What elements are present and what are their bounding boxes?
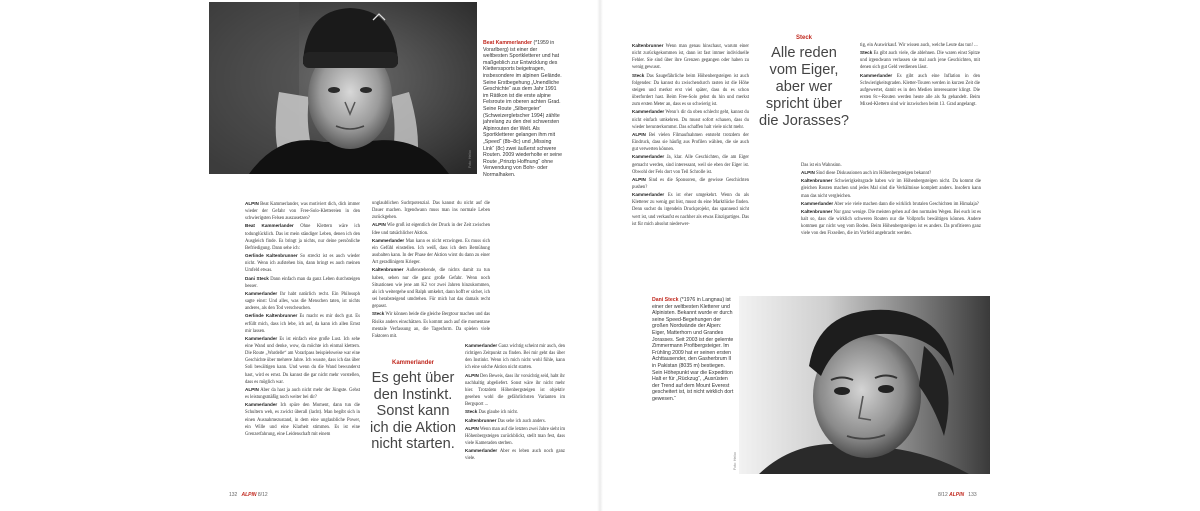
pull-quote-line: spricht über: [765, 96, 843, 112]
paragraph-text: Ihr habt natürlich recht. Ein Philosoph sagte einst: Und alles, was die Menschen taten, ist nichts anderes, als den Tod verscheuchen.: [245, 291, 360, 312]
paragraph-text: Aber es leben auch noch ganz viele.: [465, 449, 565, 462]
interview-paragraph: [245, 200, 360, 222]
interview-paragraph: [860, 72, 980, 109]
speaker-name: Kammerlander: [632, 109, 665, 115]
pull-quote-line: vom Eiger,: [769, 62, 839, 78]
paragraph-text: Es macht es mir doch gut. Es erfüllt mich, dass ich lebe, ich auf, da kann ich allen Ernst mir lassen.: [245, 314, 360, 334]
bio-name-right: Dani Steck: [652, 297, 679, 303]
interview-paragraph: [465, 447, 565, 462]
paragraph-text: Aber wie viele machen dann die wirklich brutalen Geschichten im Himalaja?: [833, 201, 979, 207]
speaker-name: Gerlinde Kaltenbrunner: [245, 313, 298, 319]
paragraph-text: Nur ganz wenige. Die meisten gehen auf den normalen Wegen. Bei euch ist es halt so, dass die wirklich schweren Routen nur die Vollprofis bewältigen können. Andere kommen gar nicht weg vom Boden. Beim Höhenbergsteigen ist es anders. Da profitieren ganz viele von den Fixseilen, die im Vorfeld angebracht werden.: [801, 209, 981, 237]
interview-paragraph: [632, 108, 749, 130]
speaker-name: ALPIN: [372, 222, 386, 228]
issue-left: 8/12: [257, 492, 268, 498]
issue-right: 8/12: [938, 492, 948, 498]
paragraph-text: Das sehe ich auch anders.: [496, 418, 546, 424]
interview-paragraph: [465, 425, 565, 447]
interview-paragraph: [372, 221, 490, 236]
interview-paragraph: [801, 200, 981, 208]
paragraph-text: Ohne Klettern wäre ich todunglücklich. Das ist mein ständiger Leben, denen ich den Ausgleich finde. Es bringt ja nichts, nur deine persönliche Befriedigung. Dann sehe ich:: [245, 224, 360, 251]
speaker-name: Kammerlander: [245, 290, 278, 296]
speaker-name: ALPIN: [245, 386, 259, 392]
pull-quote-line: Sonst kann: [376, 403, 450, 419]
paragraph-text: Wir können beide die gleiche Bergtour machen und das Risiko anders einschätzen. Es kommt auch auf die momentane mentale Verfassung an, die Tagesform. Da spielen viele Faktoren mit.: [372, 312, 490, 339]
speaker-name: Kaltenbrunner: [801, 178, 833, 184]
interview-paragraph: [372, 266, 490, 310]
interview-paragraph: [245, 222, 360, 252]
paragraph-text: Ich spüre den Moment, dann tun die Schultern weh, es zwickt überall (lacht). Man begibt sich in einen Ausnahmezustand, in dem eine unglaubliche Power, ein Wille und eine Klarheit stimmen. Es ist eine Grenzerfahrung, eine Leidenschaft mit einem: [245, 403, 360, 437]
pull-quote-text-right: [751, 45, 857, 130]
steck-bio: [652, 297, 734, 417]
brand-logo-right: ALPIN: [949, 492, 965, 498]
bio-text-right: (*1976 in Langnau) ist einer der weltbesten Kletterer und Alpinisten. Bekannt wurde er durch seine Speed-Begehungen der großen Nordwände der Alpen: Eiger, Matterhorn und Grandes Jorasses. Seit 2003 ist der gelernte Zimmermann Profibergsteiger. Im Frühling 2009 hat er seinen ersten Achttausender, den Gasherbrum II in Pakistan (8035 m) bestiegen. Sein Höhepunkt war die Expedition Halt er für „Rückzug“, „Ausrüsten der Trend auf dem Mount Everest gescheitert ist, ist nicht wirklich dort gewesen.“: [652, 297, 734, 402]
paragraph-text: So streckt ist es auch wieder nicht. Wenn ich aufstehen bin, dann bringt es auch meinen Umfeld etwas.: [245, 254, 360, 274]
speaker-name: Kammerlander: [245, 335, 278, 341]
bio-name: Beat Kammerlander: [483, 40, 533, 46]
speaker-name: Steck: [372, 311, 385, 317]
paragraph-text: Das glaube ich nicht.: [477, 410, 519, 416]
paragraph-text: Es ist eher umgekehrt. Wenn du als Kletterer zu wenig gut bist, musst du eine Marktlücke finden. Denn suchst du irgendein Druckprojekt, das spannend nicht wert ist, und verkaufst es nachher als etwas Einzigartiges. Das ist für mich absolut niederwer-: [632, 193, 749, 227]
paragraph-text: Es gibt auch eine Inflation in den Schwierigkeitsgraden. Kletter-Touren werden in kurzen Zeit die aufgewertet, damit es in den Medien interessanter klingt. Die ersten 8c+-Routen werden heute alle als 9a gehandelt. Beim Mixed-Klettern sind wir inzwischen beim 13. Grad angelangt.: [860, 73, 980, 108]
interview-paragraph: [245, 290, 360, 312]
interview-paragraph: [860, 49, 980, 71]
interview-paragraph: [372, 200, 490, 221]
speaker-name: Kaltenbrunner: [465, 417, 497, 423]
bio-text: (*1959 in Vorarlberg) ist einer der weltbesten Sportkletterer und hat maßgeblich zur Entwicklung des Kletterssports beigetragen, insbesondere im alpinen Gelände. Seine Erstbegehung „Unendliche Geschichte“ aus dem Jahr 1991 im Rätikon ist die erste alpine Felsroute im oberen achten Grad. Seine Route „Silbergeier“ (Schweizergletscher 1994) zählte jahrelang zu den drei schwersten Alpinrouten der Welt. Als Sportkletterer gelangen ihm mit „Speed“ (8b–8c) und „Missing Link“ (8c) zwei äußerst schwere Routen. 2009 wiederholte er seine Route „Prinzip Hoffnung“ ohne Verwendung von Bohr- oder Normalhaken.: [483, 40, 563, 178]
speaker-name: Gerlinde Kaltenbrunner: [245, 253, 298, 259]
paragraph-text: Wie groß ist eigentlich der Druck in der Zeit zwischen Idee und tatsächlicher Aktion.: [372, 223, 490, 236]
paragraph-text: Den Beweis, dass ihr vorsichtig seid, habt ihr nachhaltig abgeliefert. Sonst wäre ihr nicht mehr hier. Trotzdem Höhenbergsteigen ist objektiv gesehen wohl die gefährlichsten Varianten im Bergsport ...: [465, 373, 565, 408]
speaker-name: ALPIN: [465, 425, 479, 431]
interview-paragraph: [632, 191, 749, 228]
paragraph-text: Es gibt auch viele, die ablehnen. Die waren einst Spitze und irgendwann verlassen sie mal auch jene Geschichten, mit denen sich gut Geld verdienen lässt.: [860, 51, 980, 71]
interview-paragraph: [801, 169, 981, 177]
speaker-name: Kaltenbrunner: [632, 43, 664, 48]
pull-quote-line: die Jorasses?: [758, 113, 850, 129]
speaker-name: Dani Steck: [245, 275, 269, 281]
paragraph-text: Sind es die Sponsoren, die gewisse Geschichten pushen?: [632, 177, 749, 190]
paragraph-text: Das Saugefährliche beim Höhenbergsteigen ist auch folgendes: Da kannst du zwischendurch rasten ist die Höhe steigen und merkst erst viel später, dass du es schon überfordert hast. Beim Free-Solo gehst du hin und merkst zum ersten Meter an, dass es so schwierig ist.: [632, 73, 749, 108]
speaker-name: ALPIN: [245, 201, 259, 206]
interview-column-right-3: [801, 162, 981, 272]
speaker-name: Steck: [465, 409, 478, 415]
interview-paragraph: [801, 162, 981, 169]
interview-paragraph: [632, 42, 749, 72]
interview-paragraph: [465, 417, 565, 425]
interview-paragraph: [632, 131, 749, 153]
interview-column-2b: [465, 342, 565, 487]
left-page: [205, 0, 595, 511]
interview-paragraph: [372, 237, 490, 267]
kammerlander-photo: [209, 2, 477, 174]
paragraph-text: Wenn’s dir da oben schlecht geht, kannst du nicht einfach umkehren. Du musst sofort schauen, dass du wieder herunterkommst. Das schaffen halt viele nicht mehr.: [632, 110, 749, 130]
steck-photo: [739, 296, 990, 474]
brand-logo-left: ALPIN: [241, 492, 257, 498]
interview-column-1: [245, 200, 360, 485]
pull-quote-line: Es geht über: [371, 370, 455, 386]
portrait-image-right: [739, 296, 990, 474]
page-gutter: [597, 0, 603, 511]
speaker-name: Kammerlander: [632, 192, 665, 198]
interview-paragraph: [632, 176, 749, 191]
speaker-name: ALPIN: [632, 176, 646, 182]
interview-column-right-2: [860, 42, 980, 160]
paragraph-text: Außenstehende, die nichts damit zu tun haben, sehen nur die ganz große Gefahr. Wenn noch Situationen wie jene am K2 vor zwei Jahren hinzukommen, als ich weitergehe und Ralph umkehrt, dann hofft er sicher, ich sei herabsteigend umdrehen. Für mich hat das damals recht gepasst.: [372, 268, 490, 310]
interview-column-2: [372, 200, 490, 339]
photo-credit-left: Foto: Heiko: [468, 150, 472, 168]
paragraph-text: Es ist einfach eine große Lust. Ich sehe eine Wand und denke, wow, da möchte ich einmal klettern. Die Route „Wardelle“ am Vorarlpass beispielsweise war eine Geschichte über mehrere Jahre. Ich wusste, dass ich das über Soli bewältigen kann. Und wenn du die Wand bewunderst hast, wird es ernst. Du kannst die gar nicht mehr vorstellen, dass es möglich war.: [245, 336, 360, 385]
page-number-right: 133: [968, 492, 977, 498]
interview-paragraph: [372, 310, 490, 340]
folio-left: [229, 492, 268, 498]
paragraph-text: Das ist ein Wahnsinn.: [801, 163, 842, 168]
pull-quote-line: nicht starten.: [371, 436, 455, 452]
speaker-name: ALPIN: [465, 372, 479, 378]
speaker-name: Kammerlander: [372, 237, 405, 243]
interview-paragraph: [801, 177, 981, 199]
interview-paragraph: [801, 208, 981, 238]
speaker-name: Kaltenbrunner: [372, 267, 404, 273]
paragraph-text: Ganz wichtig scheint mir auch, den richtigen Zeitpunkt zu finden. Bei mir geht das über den Instinkt. Wenn ich mich nicht wohl fühle, kann ich eine solche Aktion nicht starten.: [465, 344, 565, 371]
pull-quote-line: aber wer: [775, 79, 833, 95]
page-number-left: 132: [229, 492, 238, 498]
speaker-name: Kammerlander: [860, 72, 893, 78]
speaker-name: Kammerlander: [465, 343, 498, 348]
pull-quote-line: ich die Aktion: [370, 419, 456, 436]
interview-paragraph: [245, 386, 360, 401]
speaker-name: Kammerlander: [632, 154, 665, 160]
interview-paragraph: [465, 342, 565, 372]
pull-quote-steck: [751, 35, 857, 130]
interview-paragraph: [245, 335, 360, 386]
paragraph-text: Ja, klar. Alle Geschichten, die am Eiger gemacht werden, sind interessant, weil sie eben der Eiger ist. Obwohl der Fels dort von Teil Schrolle ist.: [632, 155, 749, 175]
portrait-image: [209, 2, 477, 174]
paragraph-text: Schwierigkeitsgrade haben wir im Höhenbergsteigen nicht. Da kommt die gleichen Routen machen und jedes Mal sind die Verhältnisse komplett anders. Insofern kann man das nicht vergleichen.: [801, 179, 981, 199]
interview-paragraph: [465, 372, 565, 409]
photo-credit-right: Foto: Heiko: [733, 452, 737, 470]
paragraph-text: Bei vielen Filmaufnahmen entsteht trotzdem der Eindruck, dass sie häufig aus Profilen wählen, die sie auch gut verwerten können.: [632, 132, 749, 153]
paragraph-text: Aber da hast ja auch nicht mehr der Jüngste. Gehst es leistungsmäßig noch weiter bei dir?: [245, 387, 360, 401]
pull-quote-text: [360, 370, 466, 453]
interview-paragraph: [465, 408, 565, 416]
folio-right: [938, 492, 977, 498]
speaker-name: Beat Kammerlander: [245, 223, 294, 229]
speaker-name: Kammerlander: [465, 448, 498, 454]
paragraph-text: Man kann es nicht erzwingen. Es muss sich ein Gefühl einstellen. Ich weiß, dass ich dem Bemühung ausbalten kann. In der Phase der Aktion wirst du dann zu einer Art geradlinigem Krieger.: [372, 238, 490, 266]
speaker-name: ALPIN: [632, 131, 646, 137]
interview-paragraph: [245, 312, 360, 334]
speaker-name: Steck: [860, 50, 873, 56]
interview-paragraph: [632, 153, 749, 175]
paragraph-text: Wenn man auf die letzten zwei Jahre sieht im Höhenbergsteigen zurückblickt, stellt man fest, dass viele Kameraden sterben.: [465, 426, 565, 447]
interview-paragraph: [245, 252, 360, 274]
paragraph-text: Wenn man genau hinschaut, warum einer nicht zurückgekommen ist, dann ist fast immer individuelle Fehler. Sie sind über ihre Grenzen gegangen oder haben zu wenig gewusst.: [632, 44, 749, 71]
pull-quote-kammerlander: [360, 360, 466, 453]
pull-quote-attribution: Kammerlander: [391, 360, 435, 366]
pull-quote-attribution-right: Steck: [795, 35, 812, 41]
paragraph-text: tig, ein Auswirkauf. Wir wissen auch, welche Leute das tun! ...: [860, 43, 978, 48]
paragraph-text: Dann einfach man da ganz Leben durchsteigen besser.: [245, 276, 361, 289]
paragraph-text: Sind diese Diskussionen auch im Höhenbergsteigen bekannt?: [814, 171, 932, 177]
paragraph-text: Beat Kammerlander, was motiviert dich, dich immer wieder der Gefahr von Free-Solo-Klettereien in den schwierigsten Felsen auszusetzen?: [245, 202, 360, 222]
interview-paragraph: [245, 275, 360, 290]
kammerlander-bio: [483, 40, 563, 178]
speaker-name: Kammerlander: [245, 402, 278, 408]
interview-paragraph: [245, 401, 360, 438]
right-page: [605, 0, 995, 511]
speaker-name: Kammerlander: [801, 200, 834, 206]
pull-quote-line: den Instinkt.: [373, 386, 453, 403]
speaker-name: Kaltenbrunner: [801, 208, 833, 214]
interview-paragraph: [860, 42, 980, 49]
speaker-name: Steck: [632, 72, 645, 78]
paragraph-text: unglaublichen Suchtpotenzial. Das kannst du nicht auf die Dauer machen. Irgendwann muss man ins normale Leben zurückgehen.: [372, 201, 490, 221]
pull-quote-line: Alle reden: [771, 45, 837, 61]
interview-column-right-1: [632, 42, 749, 272]
interview-paragraph: [632, 72, 749, 109]
speaker-name: ALPIN: [801, 170, 815, 176]
